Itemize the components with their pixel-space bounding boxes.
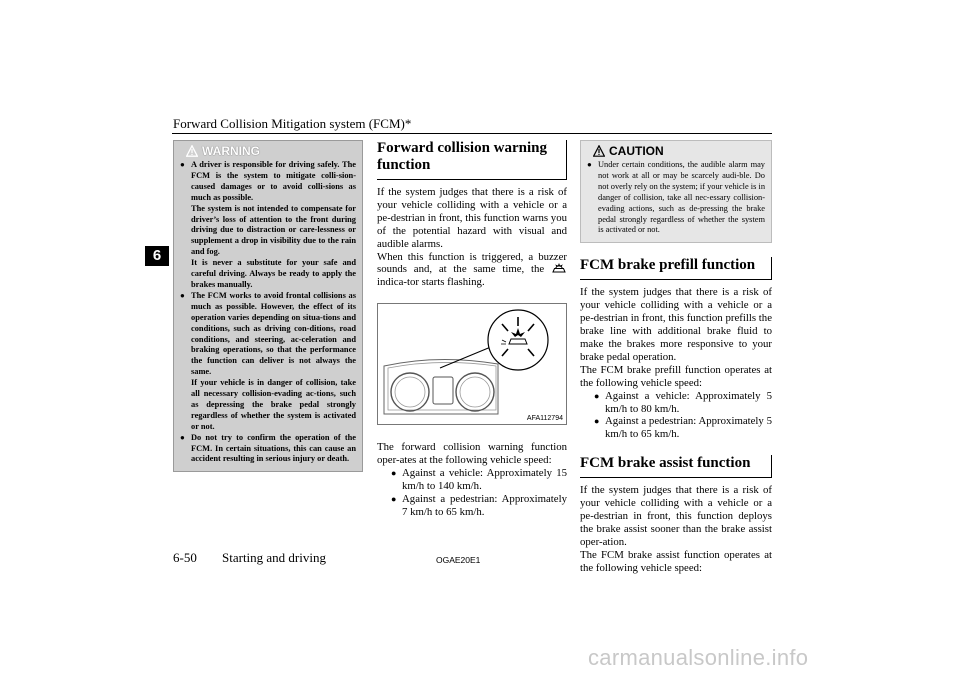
header-rule: [172, 133, 772, 134]
fcw-paragraph-2-end: indica-tor starts flashing.: [377, 276, 485, 289]
warning-box: [173, 140, 363, 472]
column-left: [173, 140, 363, 472]
warning-text: It is never a substitute for your safe and careful driving. Always be ready to apply the brakes manually.: [191, 258, 356, 289]
fcw-speed-list: [377, 467, 567, 519]
column-right: [580, 140, 772, 575]
caution-item: ● Under certain conditions, the audible alarm may not work at all or may be scarcely audi-ble. Do not overly rely on the system; if your vehicle is in danger of collision, take all nec-essary collision-evading actions, such as de-pressing the brake pedal strongly regardless of whether the system is activated or not.: [587, 160, 765, 236]
prefill-speed-item: ● Against a pedestrian: Approximately 5 km/h to 65 km/h.: [594, 415, 772, 441]
warning-text: The system is not intended to compensate for driver’s loss of attention to the front during driving due to distraction or care-lessness or supplement a drop in visibility due to the rain and fog.: [191, 203, 356, 257]
caution-label: CAUTION: [609, 144, 664, 158]
page-header-title: Forward Collision Mitigation system (FCM)*: [173, 116, 412, 131]
page-number: 6-50: [173, 550, 197, 565]
warning-text: If your vehicle is in danger of collision, take all necessary collision-evading ac-tions, such as depressing the brake pedal strongly regardless of whether the system is activated or not.: [191, 378, 356, 431]
fcw-paragraph-2: [377, 251, 567, 290]
prefill-heading: FCM brake prefill function: [580, 257, 772, 280]
fcw-heading: Forward collision warning function: [377, 140, 567, 180]
fcw-paragraph-3: The forward collision warning function oper-ates at the following vehicle speed:: [377, 441, 567, 467]
warning-list: [180, 160, 356, 465]
warning-item: [180, 291, 356, 433]
prefill-paragraph-1: If the system judges that there is a risk of your vehicle colliding with a vehicle or a pe-destrian in front, this function prefills the brake line with additional brake fluid to make the brakes more responsive to your brake pedal operation.: [580, 286, 772, 363]
column-middle: [377, 140, 567, 519]
warning-text: ● The FCM works to avoid frontal collisions as much as possible. However, the effect of its operation varies depending on situa-tions and conditions, such as driving con-ditions, road conditions, and steering, ac-celeration and braking operations, so that the performance the function can deliver is not always the same.: [191, 290, 356, 377]
caution-list: [587, 160, 765, 236]
chapter-tab: 6: [145, 246, 169, 266]
assist-paragraph-2: The FCM brake assist function operates at the following vehicle speed:: [580, 548, 772, 574]
fcw-paragraph-1: If the system judges that there is a risk of your vehicle colliding with a vehicle or a pe-destrian in front, this function warns you of the potential hazard with visual and audible alarms.: [377, 186, 567, 250]
warning-heading: [186, 144, 356, 158]
fcw-paragraph-2-start: When this function is triggered, a buzzer sounds and, at the same time, the: [377, 250, 567, 276]
warning-label: WARNING: [202, 144, 260, 158]
fcm-indicator-icon: [551, 263, 567, 274]
prefill-speed-item: ● Against a vehicle: Approximately 5 km/h to 80 km/h.: [594, 390, 772, 416]
warning-triangle-icon: [186, 145, 198, 157]
warning-item: [180, 433, 356, 466]
watermark-text: carmanualsonline.info: [588, 645, 809, 670]
caution-triangle-icon: [593, 145, 605, 157]
warning-text: ● A driver is responsible for driving safely. The FCM is the system to mitigate colli-sion- caused damages or to avoid colli-sions as much as possible.: [191, 160, 356, 202]
dashboard-illustration: [377, 303, 567, 425]
fcw-speed-item: ● Against a vehicle: Approximately 15 km/h to 140 km/h.: [391, 467, 567, 493]
prefill-paragraph-2: The FCM brake prefill function operates at the following vehicle speed:: [580, 363, 772, 389]
warning-text: ● Do not try to confirm the operation of the FCM. In certain situations, this can cause an accident resulting in serious injury or death.: [191, 432, 356, 464]
caution-heading: [593, 144, 765, 158]
warning-item: [180, 160, 356, 291]
prefill-speed-list: [580, 390, 772, 442]
fcw-speed-item: ● Against a pedestrian: Approximately 7 km/h to 65 km/h.: [391, 493, 567, 519]
assist-heading: FCM brake assist function: [580, 455, 772, 478]
figure-code: AFA112794: [526, 415, 563, 423]
caution-box: [580, 140, 772, 243]
instrument-cluster-drawing: [378, 304, 566, 424]
document-code: OGAE20E1: [436, 555, 481, 565]
footer-section-title: Starting and driving: [222, 550, 326, 565]
assist-paragraph-1: If the system judges that there is a risk of your vehicle colliding with a vehicle or a pe-destrian in front, this function deploys the brake assist sooner than the brake assist oper-ation.: [580, 484, 772, 548]
